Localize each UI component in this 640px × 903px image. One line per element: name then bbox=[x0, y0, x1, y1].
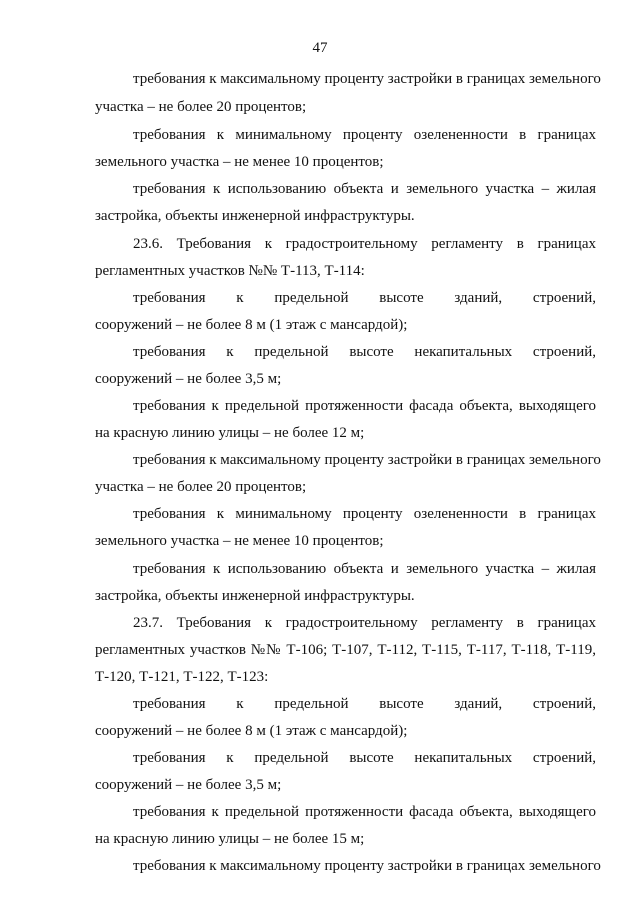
section-heading: 23.7. Требования к градостроительному регламенту в границах bbox=[133, 615, 596, 631]
page-number: 47 bbox=[312, 40, 328, 56]
text-line: сооружений – не более 8 м (1 этаж с мансардой); bbox=[95, 317, 408, 333]
text-line: требования к предельной высоте зданий, строений, bbox=[133, 290, 596, 306]
text-line: сооружений – не более 8 м (1 этаж с мансардой); bbox=[95, 723, 408, 739]
text-line: участка – не более 20 процентов; bbox=[95, 479, 307, 495]
text-line: застройка, объекты инженерной инфраструктуры. bbox=[95, 208, 415, 224]
text-line: сооружений – не более 3,5 м; bbox=[95, 371, 282, 387]
text-line: требования к использованию объекта и земельного участка – жилая bbox=[133, 561, 596, 577]
text-line: регламентных участков №№ Т-106; Т-107, Т-112, Т-115, Т-117, Т-118, Т-119, bbox=[95, 642, 596, 658]
text-line: требования к предельной высоте зданий, строений, bbox=[133, 696, 596, 712]
text-line: земельного участка – не менее 10 процентов; bbox=[95, 154, 384, 170]
text-line: застройка, объекты инженерной инфраструктуры. bbox=[95, 588, 415, 604]
text-line: регламентных участков №№ Т-113, Т-114: bbox=[95, 263, 365, 279]
text-line: земельного участка – не менее 10 процентов; bbox=[95, 533, 384, 549]
text-line: требования к минимальному проценту озелененности в границах bbox=[133, 506, 596, 522]
text-line: требования к предельной высоте некапитальных строений, bbox=[133, 750, 596, 766]
text-line: Т-120, Т-121, Т-122, Т-123: bbox=[95, 669, 269, 685]
text-line: требования к минимальному проценту озелененности в границах bbox=[133, 127, 596, 143]
text-line: на красную линию улицы – не более 12 м; bbox=[95, 425, 365, 441]
text-line: требования к предельной высоте некапитальных строений, bbox=[133, 344, 596, 360]
text-line: требования к предельной протяженности фасада объекта, выходящего bbox=[133, 398, 596, 414]
text-line: требования к использованию объекта и земельного участка – жилая bbox=[133, 181, 596, 197]
text-line: требования к максимальному проценту застройки в границах земельного bbox=[133, 71, 601, 87]
text-line: требования к максимальному проценту застройки в границах земельного bbox=[133, 858, 601, 874]
text-line: требования к максимальному проценту застройки в границах земельного bbox=[133, 452, 601, 468]
text-line: сооружений – не более 3,5 м; bbox=[95, 777, 282, 793]
text-line: участка – не более 20 процентов; bbox=[95, 99, 307, 115]
text-line: требования к предельной протяженности фасада объекта, выходящего bbox=[133, 804, 596, 820]
section-heading: 23.6. Требования к градостроительному регламенту в границах bbox=[133, 236, 596, 252]
text-line: на красную линию улицы – не более 15 м; bbox=[95, 831, 365, 847]
